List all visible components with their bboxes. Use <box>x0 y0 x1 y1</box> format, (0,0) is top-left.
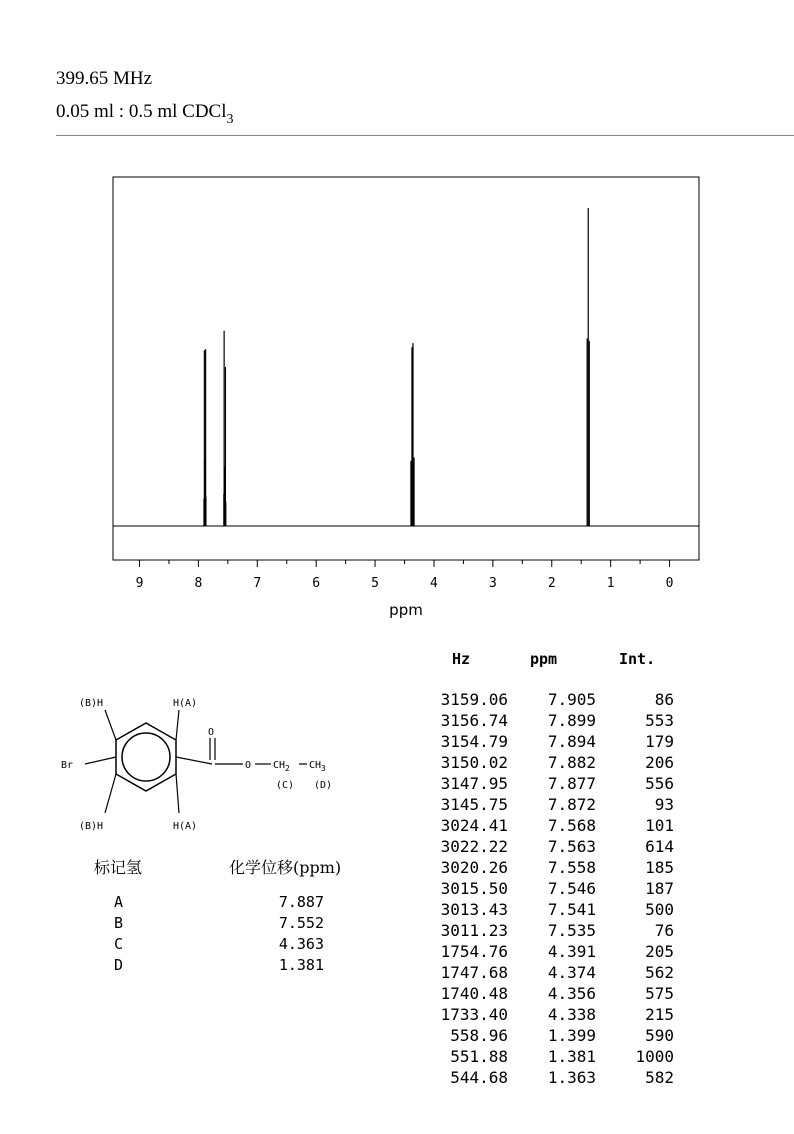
ch2-subscript: 2 <box>285 764 290 773</box>
x-axis-label: ppm <box>389 601 423 619</box>
table-row <box>420 984 680 1005</box>
cell-ppm: 4.356 <box>547 984 596 1003</box>
table-row <box>420 879 680 900</box>
table-row <box>420 963 680 984</box>
cell-int: 500 <box>645 900 674 919</box>
cell-hz: 3020.26 <box>440 858 508 877</box>
table-row <box>420 942 680 963</box>
cell-ppm: 7.546 <box>547 879 596 898</box>
spectrum-peaks <box>204 208 589 526</box>
cell-int: 76 <box>654 921 674 940</box>
cell-ppm: 4.338 <box>547 1005 596 1024</box>
cell-int: 215 <box>645 1005 674 1024</box>
aromatic-circle <box>122 733 170 781</box>
carbonyl-oxygen: O <box>208 727 215 738</box>
table-row <box>420 690 680 711</box>
cell-hz: 3013.43 <box>440 900 508 919</box>
cell-hz: 551.88 <box>450 1047 508 1066</box>
solvent-subscript: 3 <box>226 112 234 127</box>
cell-hz: 3159.06 <box>440 690 508 709</box>
ch3-text: CH <box>309 760 322 771</box>
table-row <box>420 753 680 774</box>
cell-hz: 3156.74 <box>440 711 508 730</box>
cell-ppm: 1.381 <box>547 1047 596 1066</box>
cell-hz: 3022.22 <box>440 837 508 856</box>
x-tick-label: 6 <box>312 576 321 591</box>
cell-hz: 544.68 <box>450 1068 508 1087</box>
cell-int: 101 <box>645 816 674 835</box>
table-row <box>420 795 680 816</box>
table-row <box>420 1026 680 1047</box>
ester-oxygen: O <box>245 760 252 771</box>
table-row <box>420 837 680 858</box>
x-tick-label: 3 <box>488 576 497 591</box>
cell-int: 562 <box>645 963 674 982</box>
cell-ppm: 7.882 <box>547 753 596 772</box>
cell-ppm: 4.391 <box>547 942 596 961</box>
assignment-shift: 7.552 <box>278 914 324 932</box>
cell-hz: 3145.75 <box>440 795 508 814</box>
cell-int: 614 <box>645 837 674 856</box>
label-c: (C) <box>276 780 295 791</box>
x-tick-label: 2 <box>547 576 556 591</box>
cell-ppm: 7.568 <box>547 816 596 835</box>
table-row <box>420 1047 680 1068</box>
cell-hz: 3147.95 <box>440 774 508 793</box>
assignment-label: B <box>114 914 124 932</box>
h-b-top: (B)H <box>79 698 104 709</box>
cell-hz: 3150.02 <box>440 753 508 772</box>
cell-hz: 3024.41 <box>440 816 508 835</box>
x-tick-label: 7 <box>253 576 262 591</box>
h-a-top: H(A) <box>173 698 198 709</box>
cell-hz: 1733.40 <box>440 1005 508 1024</box>
cell-int: 185 <box>645 858 674 877</box>
x-tick-label: 4 <box>430 576 438 591</box>
h-b-bottom: (B)H <box>79 821 104 832</box>
assignment-shift: 4.363 <box>278 935 324 953</box>
assignment-shift: 7.887 <box>278 893 324 911</box>
cell-ppm: 4.374 <box>547 963 596 982</box>
table-row <box>420 1068 680 1089</box>
table-header-hz: Hz <box>452 650 471 668</box>
cell-ppm: 1.399 <box>547 1026 596 1045</box>
ch3-subscript: 3 <box>321 764 326 773</box>
cell-hz: 3011.23 <box>440 921 508 940</box>
assignment-label: A <box>114 893 124 911</box>
h-a-bottom: H(A) <box>173 821 198 832</box>
cell-ppm: 7.899 <box>547 711 596 730</box>
cell-hz: 1754.76 <box>440 942 508 961</box>
table-row <box>420 711 680 732</box>
assignment-label: C <box>114 935 124 953</box>
cell-ppm: 7.563 <box>547 837 596 856</box>
cell-int: 179 <box>645 732 674 751</box>
assignment-label: D <box>114 956 124 974</box>
cell-int: 205 <box>645 942 674 961</box>
table-row <box>420 921 680 942</box>
label-d: (D) <box>314 780 333 791</box>
table-header-ppm: ppm <box>530 650 558 668</box>
cell-ppm: 7.872 <box>547 795 596 814</box>
molecule-structure <box>55 688 355 838</box>
cell-int: 575 <box>645 984 674 1003</box>
cell-hz: 1740.48 <box>440 984 508 1003</box>
cell-ppm: 7.535 <box>547 921 596 940</box>
cell-ppm: 7.877 <box>547 774 596 793</box>
ch3-label <box>309 760 326 773</box>
cell-int: 1000 <box>635 1047 674 1066</box>
cell-hz: 3015.50 <box>440 879 508 898</box>
cell-hz: 3154.79 <box>440 732 508 751</box>
cell-int: 86 <box>654 690 674 709</box>
solvent-text: 0.05 ml : 0.5 ml CDCl <box>56 101 227 122</box>
bromine-label: Br <box>61 760 74 771</box>
x-tick-label: 5 <box>371 576 379 591</box>
cell-hz: 1747.68 <box>440 963 508 982</box>
cell-int: 590 <box>645 1026 674 1045</box>
cell-ppm: 7.541 <box>547 900 596 919</box>
cell-int: 206 <box>645 753 674 772</box>
table-header-int: Int. <box>619 650 656 668</box>
cell-int: 553 <box>645 711 674 730</box>
cell-ppm: 1.363 <box>547 1068 596 1087</box>
table-row <box>420 1005 680 1026</box>
table-row <box>420 900 680 921</box>
cell-ppm: 7.558 <box>547 858 596 877</box>
x-tick-label: 0 <box>665 576 674 591</box>
x-tick-label: 8 <box>194 576 203 591</box>
cell-hz: 558.96 <box>450 1026 508 1045</box>
cell-int: 187 <box>645 879 674 898</box>
cell-int: 582 <box>645 1068 674 1087</box>
table-row <box>420 774 680 795</box>
spectrometer-frequency: 399.65 MHz <box>56 68 153 89</box>
cell-int: 556 <box>645 774 674 793</box>
assignment-header-shift: 化学位移(ppm) <box>229 858 342 877</box>
table-row <box>420 732 680 753</box>
assignment-header-label: 标记氢 <box>94 858 143 877</box>
table-row <box>420 858 680 879</box>
x-tick-label: 1 <box>606 576 615 591</box>
table-row <box>420 816 680 837</box>
cell-ppm: 7.905 <box>547 690 596 709</box>
ch2-label <box>273 760 290 773</box>
x-tick-label: 9 <box>135 576 144 591</box>
ch2-text: CH <box>273 760 286 771</box>
plot-frame <box>113 177 699 560</box>
x-axis-ticks <box>136 560 674 591</box>
assignment-shift: 1.381 <box>278 956 324 974</box>
cell-int: 93 <box>654 795 674 814</box>
cell-ppm: 7.894 <box>547 732 596 751</box>
